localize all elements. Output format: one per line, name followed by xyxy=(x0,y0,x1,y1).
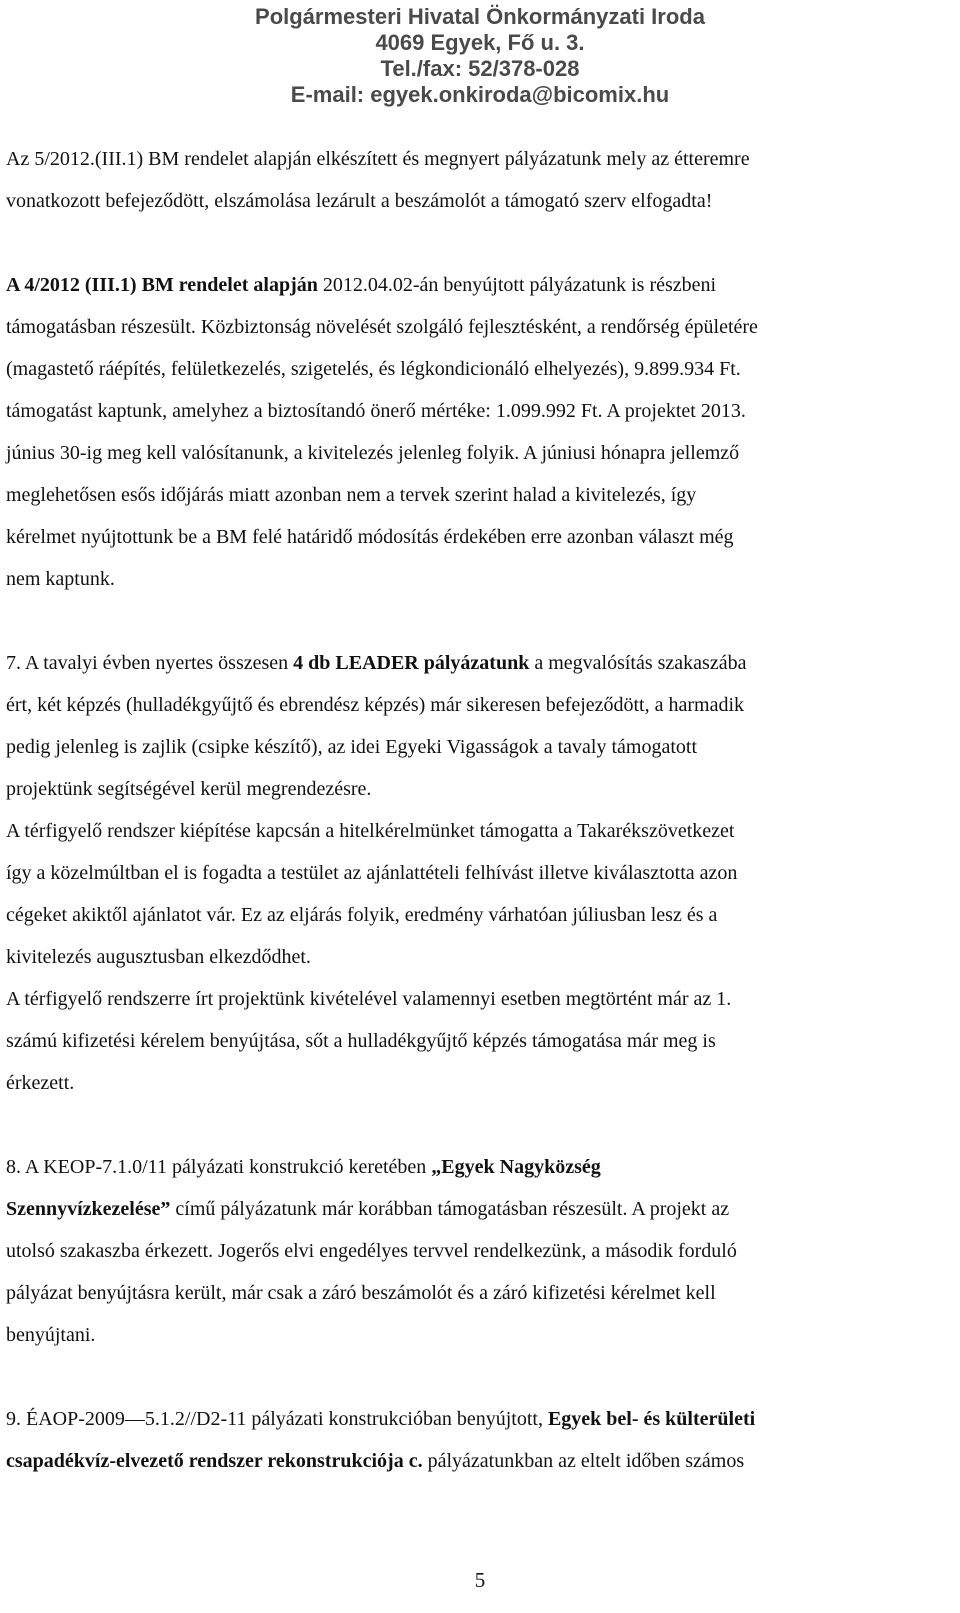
letterhead-phone: Tel./fax: 52/378-028 xyxy=(380,56,580,81)
letterhead-email: E-mail: egyek.onkiroda@bicomix.hu xyxy=(290,82,670,107)
text-line: meglehetősen esős időjárás miatt azonban nem a tervek szerint halad a kivitelezés, így xyxy=(6,484,697,506)
paragraph-9-eaop xyxy=(6,1398,932,1482)
text-line: pályázat benyújtásra került, már csak a záró beszámolót és a záró kifizetési kérelmet kell xyxy=(6,1282,716,1304)
text-line: (magastető ráépítés, felületkezelés, szigetelés, és légkondicionáló elhelyezés), 9.899.934 Ft. xyxy=(6,358,741,380)
text-line: ért, két képzés (hulladékgyűjtő és ebrendész képzés) már sikeresen befejeződött, a harmadik xyxy=(6,694,745,716)
text-run: 7. A tavalyi évben nyertes összesen xyxy=(6,652,294,674)
text-line: támogatásban részesült. Közbiztonság növelését szolgáló fejlesztésként, a rendőrség épületére xyxy=(6,316,758,338)
text-bold: A 4/2012 (III.1) BM rendelet alapján xyxy=(6,274,318,296)
document-body xyxy=(6,138,932,1482)
text-line xyxy=(6,642,932,684)
text-bold: „Egyek Nagyközség xyxy=(431,1156,601,1178)
paragraph-restaurant xyxy=(6,138,932,222)
text-line: számú kifizetési kérelem benyújtása, sőt a hulladékgyűjtő képzés támogatása már meg is xyxy=(6,1030,716,1052)
text-run: 8. A KEOP-7.1.0/11 pályázati konstrukció keretében xyxy=(6,1156,432,1178)
text-line: vonatkozott befejeződött, elszámolása lezárult a beszámolót a támogató szerv elfogadta! xyxy=(6,190,713,212)
paragraph-7-leader xyxy=(6,642,932,1104)
text-line: támogatást kaptunk, amelyhez a biztosítandó önerő mértéke: 1.099.992 Ft. A projektet 2013. xyxy=(6,400,746,422)
text-run: pályázatunkban az eltelt időben számos xyxy=(422,1450,745,1472)
text-run: című pályázatunk már korábban támogatásban részesült. A projekt az xyxy=(170,1198,730,1220)
text-line xyxy=(6,1188,932,1230)
text-bold: Szennyvízkezelése” xyxy=(6,1198,171,1220)
text-line: június 30-ig meg kell valósítanunk, a kivitelezés jelenleg folyik. A júniusi hónapra jellemző xyxy=(6,442,740,464)
paragraph-spacer xyxy=(6,1104,932,1146)
page-number: 5 xyxy=(474,1568,486,1592)
text-line: érkezett. xyxy=(6,1072,75,1094)
text-line: A térfigyelő rendszerre írt projektünk kivételével valamennyi esetben megtörtént már az 1. xyxy=(6,988,732,1010)
text-bold: 4 db LEADER pályázatunk xyxy=(293,652,530,674)
text-line: kivitelezés augusztusban elkezdődhet. xyxy=(6,946,311,968)
text-line: projektünk segítségével kerül megrendezésre. xyxy=(6,778,372,800)
text-run: 9. ÉAOP-2009—5.1.2//D2-11 pályázati konstrukcióban benyújtott, xyxy=(6,1408,548,1430)
paragraph-spacer xyxy=(6,600,932,642)
text-line: benyújtani. xyxy=(6,1324,96,1346)
text-line: utolsó szakaszba érkezett. Jogerős elvi engedélyes tervvel rendelkezünk, a második forduló xyxy=(6,1240,737,1262)
paragraph-spacer xyxy=(6,222,932,264)
text-run: 2012.04.02-án benyújtott pályázatunk is részbeni xyxy=(317,274,717,296)
text-line: így a közelmúltban el is fogadta a testület az ajánlattételi felhívást illetve kiválasztotta azon xyxy=(6,862,738,884)
paragraph-police-building xyxy=(6,264,932,600)
paragraph-8-keop xyxy=(6,1146,932,1356)
paragraph-spacer xyxy=(6,1356,932,1398)
text-line: pedig jelenleg is zajlik (csipke készítő), az idei Egyeki Vigasságok a tavaly támogatott xyxy=(6,736,697,758)
text-line: Az 5/2012.(III.1) BM rendelet alapján elkészített és megnyert pályázatunk mely az étteremre xyxy=(6,148,750,170)
text-line xyxy=(6,264,932,306)
text-line xyxy=(6,1398,932,1440)
text-bold: Egyek bel- és külterületi xyxy=(547,1408,756,1430)
text-bold: csapadékvíz-elvezető rendszer rekonstrukciója c. xyxy=(6,1450,423,1472)
text-line xyxy=(6,1146,932,1188)
text-line: nem kaptunk. xyxy=(6,568,115,590)
text-run: a megvalósítás szakaszába xyxy=(529,652,747,674)
text-line: cégeket akiktől ajánlatot vár. Ez az eljárás folyik, eredmény várhatóan júliusban lesz és a xyxy=(6,904,718,926)
text-line xyxy=(6,1440,932,1482)
text-line: A térfigyelő rendszer kiépítése kapcsán a hitelkérelmünket támogatta a Takarékszövetkezet xyxy=(6,820,735,842)
letterhead-address: 4069 Egyek, Fő u. 3. xyxy=(375,30,585,55)
text-line: kérelmet nyújtottunk be a BM felé határidő módosítás érdekében erre azonban választ még xyxy=(6,526,734,548)
letterhead xyxy=(0,4,960,108)
letterhead-office-name: Polgármesteri Hivatal Önkormányzati Iroda xyxy=(255,4,705,29)
